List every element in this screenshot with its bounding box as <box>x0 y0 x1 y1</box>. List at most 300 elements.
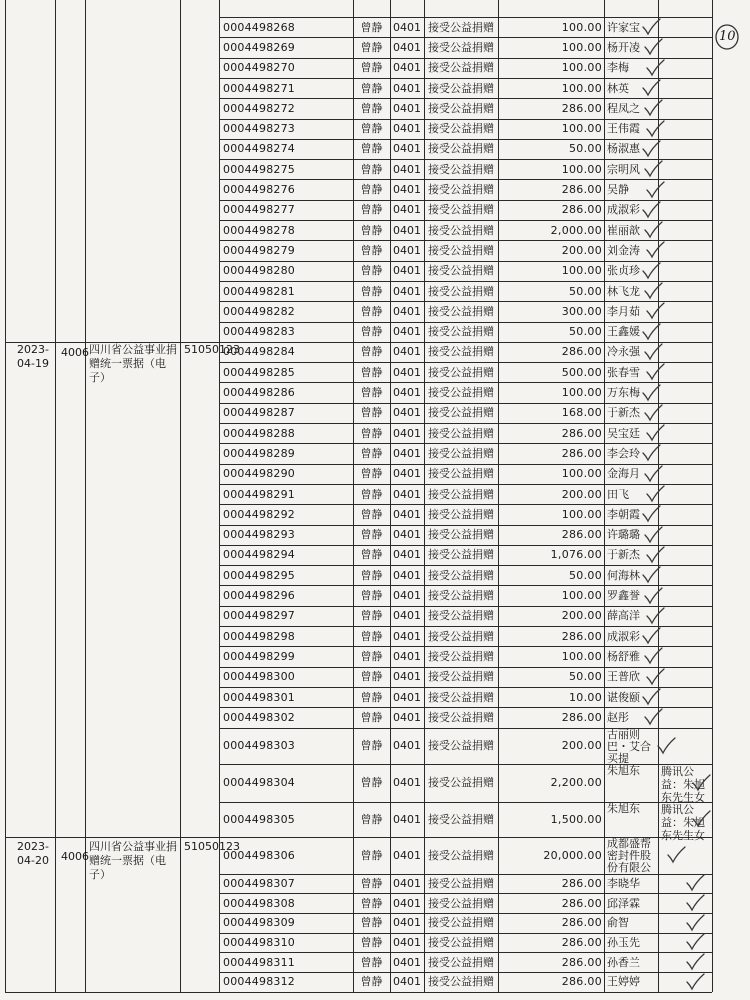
voucher-number: 0004498300 <box>223 670 295 684</box>
note <box>658 322 712 342</box>
amount: 286.00 <box>561 935 602 949</box>
description: 接受公益捐赠 <box>428 589 494 603</box>
note <box>658 606 712 626</box>
handler-name: 曾静 <box>360 122 383 136</box>
note <box>658 37 712 57</box>
handler-name: 曾静 <box>360 406 383 420</box>
amount: 50.00 <box>569 284 602 298</box>
account-code: 0401 <box>393 649 421 663</box>
description: 接受公益捐赠 <box>428 386 494 400</box>
amount: 286.00 <box>561 345 602 359</box>
amount: 100.00 <box>561 507 602 521</box>
checkmark-icon <box>642 587 664 605</box>
handler-name: 曾静 <box>360 487 383 501</box>
handler-name: 曾静 <box>360 467 383 481</box>
handler-name: 曾静 <box>360 162 383 176</box>
voucher-number: 0004498302 <box>223 710 295 724</box>
account-code: 0401 <box>393 203 421 217</box>
account-code: 0401 <box>393 122 421 136</box>
checkmark-icon <box>642 647 664 665</box>
voucher-number: 0004498272 <box>223 101 295 115</box>
checkmark-icon <box>684 953 706 971</box>
account-code: 0401 <box>393 20 421 34</box>
account-code: 0401 <box>393 528 421 542</box>
description: 接受公益捐赠 <box>428 61 494 75</box>
description: 接受公益捐赠 <box>428 812 494 826</box>
account-code: 0401 <box>393 848 421 862</box>
voucher-number: 0004498269 <box>223 40 295 54</box>
handler-name: 曾静 <box>360 916 383 930</box>
donor-name: 田飞 <box>607 487 629 501</box>
account-code: 0401 <box>393 670 421 684</box>
checkmark-icon <box>640 566 662 584</box>
note <box>658 98 712 118</box>
account-code: 0401 <box>393 589 421 603</box>
description: 接受公益捐赠 <box>428 325 494 339</box>
note <box>658 484 712 504</box>
donor-name: 林英 <box>607 81 629 95</box>
voucher-number: 0004498308 <box>223 896 295 910</box>
note <box>658 565 712 585</box>
note <box>658 687 712 707</box>
note <box>658 281 712 301</box>
handler-name: 曾静 <box>360 528 383 542</box>
account-code: 0401 <box>393 365 421 379</box>
description: 接受公益捐赠 <box>428 710 494 724</box>
donor-name: 万东梅 <box>607 386 640 400</box>
description: 接受公益捐赠 <box>428 345 494 359</box>
description: 接受公益捐赠 <box>428 142 494 156</box>
donor-name: 成淑彩 <box>607 629 640 643</box>
amount: 286.00 <box>561 975 602 989</box>
note <box>658 301 712 321</box>
account-code: 0401 <box>393 101 421 115</box>
group-date: 2023-04-20 <box>17 839 49 867</box>
amount: 200.00 <box>561 487 602 501</box>
checkmark-icon <box>642 708 664 726</box>
donor-name: 张春雪 <box>607 365 640 379</box>
handler-name: 曾静 <box>360 446 383 460</box>
description: 接受公益捐赠 <box>428 304 494 318</box>
voucher-number: 0004498293 <box>223 528 295 542</box>
grid-line <box>5 992 712 993</box>
voucher-number: 0004498282 <box>223 304 295 318</box>
amount: 100.00 <box>561 40 602 54</box>
description: 接受公益捐赠 <box>428 876 494 890</box>
note <box>658 707 712 727</box>
handler-name: 曾静 <box>360 776 383 789</box>
group-type: 四川省公益事业捐赠统一票据（电子） <box>89 342 177 384</box>
amount: 20,000.00 <box>543 848 602 862</box>
account-code: 0401 <box>393 406 421 420</box>
donor-name: 古丽则巴・艾合买提 <box>607 727 651 765</box>
handler-name: 曾静 <box>360 243 383 257</box>
note <box>658 362 712 382</box>
handler-name: 曾静 <box>360 812 383 826</box>
amount: 1,500.00 <box>550 812 602 826</box>
voucher-number: 0004498296 <box>223 589 295 603</box>
account-code: 0401 <box>393 446 421 460</box>
handler-name: 曾静 <box>360 568 383 582</box>
checkmark-icon <box>640 505 662 523</box>
donor-name: 于新杰 <box>607 406 640 420</box>
handler-name: 曾静 <box>360 325 383 339</box>
account-code: 0401 <box>393 345 421 359</box>
voucher-number: 0004498273 <box>223 122 295 136</box>
amount: 100.00 <box>561 122 602 136</box>
description: 接受公益捐赠 <box>428 101 494 115</box>
voucher-number: 0004498284 <box>223 345 295 359</box>
voucher-number: 0004498306 <box>223 848 295 862</box>
checkmark-icon <box>644 120 666 138</box>
description: 接受公益捐赠 <box>428 162 494 176</box>
voucher-number: 0004498275 <box>223 162 295 176</box>
amount: 100.00 <box>561 264 602 278</box>
handler-name: 曾静 <box>360 955 383 969</box>
group-ref: 51050123 <box>184 839 240 853</box>
description: 接受公益捐赠 <box>428 487 494 501</box>
account-code: 0401 <box>393 629 421 643</box>
amount: 286.00 <box>561 446 602 460</box>
group-account: 4006 <box>61 345 89 359</box>
note <box>658 585 712 605</box>
note: 腾讯公益：朱旭东先生女 <box>661 802 705 842</box>
amount: 286.00 <box>561 876 602 890</box>
checkmark-icon <box>644 668 666 686</box>
account-code: 0401 <box>393 467 421 481</box>
handler-name: 曾静 <box>360 710 383 724</box>
checkmark-icon <box>684 933 706 951</box>
checkmark-icon <box>684 894 706 912</box>
description: 接受公益捐赠 <box>428 264 494 278</box>
handler-name: 曾静 <box>360 609 383 623</box>
donor-name: 朱旭东 <box>607 801 640 815</box>
donor-name: 吴宝廷 <box>607 426 640 440</box>
voucher-number: 0004498295 <box>223 568 295 582</box>
voucher-number: 0004498271 <box>223 81 295 95</box>
account-code: 0401 <box>393 955 421 969</box>
account-code: 0401 <box>393 487 421 501</box>
donor-name: 李会玲 <box>607 446 640 460</box>
amount: 286.00 <box>561 426 602 440</box>
account-code: 0401 <box>393 896 421 910</box>
checkmark-icon <box>642 221 664 239</box>
voucher-number: 0004498310 <box>223 935 295 949</box>
donor-name: 谌俊颐 <box>607 690 640 704</box>
amount: 100.00 <box>561 162 602 176</box>
amount: 100.00 <box>561 589 602 603</box>
note <box>658 667 712 687</box>
note <box>658 504 712 524</box>
amount: 100.00 <box>561 649 602 663</box>
description: 接受公益捐赠 <box>428 284 494 298</box>
handler-name: 曾静 <box>360 223 383 237</box>
checkmark-icon <box>644 363 666 381</box>
account-code: 0401 <box>393 710 421 724</box>
handler-name: 曾静 <box>360 61 383 75</box>
account-code: 0401 <box>393 386 421 400</box>
note <box>658 342 712 362</box>
checkmark-icon <box>640 627 662 645</box>
voucher-number: 0004498303 <box>223 739 295 752</box>
account-code: 0401 <box>393 61 421 75</box>
description: 接受公益捐赠 <box>428 203 494 217</box>
checkmark-icon <box>640 444 662 462</box>
donor-name: 李朝霞 <box>607 507 640 521</box>
checkmark-icon <box>642 99 664 117</box>
note <box>658 423 712 443</box>
note: 腾讯公益：朱旭东先生女 <box>661 764 705 804</box>
handler-name: 曾静 <box>360 589 383 603</box>
account-code: 0401 <box>393 162 421 176</box>
handler-name: 曾静 <box>360 876 383 890</box>
account-code: 0401 <box>393 568 421 582</box>
amount: 286.00 <box>561 896 602 910</box>
checkmark-icon <box>644 424 666 442</box>
amount: 500.00 <box>561 365 602 379</box>
voucher-number: 0004498278 <box>223 223 295 237</box>
description: 接受公益捐赠 <box>428 406 494 420</box>
amount: 286.00 <box>561 203 602 217</box>
description: 接受公益捐赠 <box>428 670 494 684</box>
checkmark-icon <box>644 181 666 199</box>
checkmark-icon <box>690 810 712 828</box>
description: 接受公益捐赠 <box>428 896 494 910</box>
handler-name: 曾静 <box>360 183 383 197</box>
voucher-number: 0004498286 <box>223 386 295 400</box>
handler-name: 曾静 <box>360 739 383 752</box>
amount: 200.00 <box>561 243 602 257</box>
amount: 100.00 <box>561 20 602 34</box>
note <box>658 220 712 240</box>
description: 接受公益捐赠 <box>428 243 494 257</box>
checkmark-icon <box>640 688 662 706</box>
account-code: 0401 <box>393 223 421 237</box>
donor-name: 李梅 <box>607 61 629 75</box>
page-number: 10 <box>719 29 736 44</box>
voucher-number: 0004498301 <box>223 690 295 704</box>
description: 接受公益捐赠 <box>428 40 494 54</box>
grid-line <box>712 0 713 992</box>
description: 接受公益捐赠 <box>428 426 494 440</box>
donor-name: 宗明风 <box>607 162 640 176</box>
handler-name: 曾静 <box>360 896 383 910</box>
description: 接受公益捐赠 <box>428 20 494 34</box>
amount: 286.00 <box>561 101 602 115</box>
handler-name: 曾静 <box>360 81 383 95</box>
checkmark-icon <box>642 465 664 483</box>
amount: 200.00 <box>561 739 602 752</box>
description: 接受公益捐赠 <box>428 975 494 989</box>
description: 接受公益捐赠 <box>428 776 494 789</box>
voucher-number: 0004498276 <box>223 183 295 197</box>
description: 接受公益捐赠 <box>428 629 494 643</box>
voucher-number: 0004498311 <box>223 955 295 969</box>
page-number-circle <box>714 24 740 50</box>
account-code: 0401 <box>393 609 421 623</box>
handler-name: 曾静 <box>360 304 383 318</box>
description: 接受公益捐赠 <box>428 467 494 481</box>
amount: 50.00 <box>569 325 602 339</box>
voucher-number: 0004498281 <box>223 284 295 298</box>
donor-name: 邱泽霖 <box>607 896 640 910</box>
checkmark-icon <box>644 59 666 77</box>
note <box>658 626 712 646</box>
description: 接受公益捐赠 <box>428 528 494 542</box>
donor-name: 许璐璐 <box>607 528 640 542</box>
amount: 286.00 <box>561 629 602 643</box>
checkmark-icon <box>684 874 706 892</box>
account-code: 0401 <box>393 548 421 562</box>
voucher-number: 0004498294 <box>223 548 295 562</box>
checkmark-icon <box>640 384 662 402</box>
note <box>658 545 712 565</box>
voucher-number: 0004498289 <box>223 446 295 460</box>
checkmark-icon <box>655 737 677 755</box>
amount: 50.00 <box>569 568 602 582</box>
amount: 286.00 <box>561 710 602 724</box>
voucher-number: 0004498280 <box>223 264 295 278</box>
handler-name: 曾静 <box>360 507 383 521</box>
note <box>658 382 712 402</box>
handler-name: 曾静 <box>360 365 383 379</box>
note <box>658 58 712 78</box>
description: 接受公益捐赠 <box>428 955 494 969</box>
checkmark-icon <box>642 404 664 422</box>
handler-name: 曾静 <box>360 345 383 359</box>
account-code: 0401 <box>393 325 421 339</box>
handler-name: 曾静 <box>360 975 383 989</box>
handler-name: 曾静 <box>360 40 383 54</box>
voucher-number: 0004498268 <box>223 20 295 34</box>
amount: 286.00 <box>561 528 602 542</box>
donor-name: 成都盛帮密封件股份有限公 <box>607 836 651 874</box>
donor-name: 王普欣 <box>607 670 640 684</box>
description: 接受公益捐赠 <box>428 365 494 379</box>
handler-name: 曾静 <box>360 848 383 862</box>
account-code: 0401 <box>393 243 421 257</box>
description: 接受公益捐赠 <box>428 548 494 562</box>
account-code: 0401 <box>393 812 421 826</box>
amount: 200.00 <box>561 609 602 623</box>
donor-name: 许家宝 <box>607 20 640 34</box>
account-code: 0401 <box>393 81 421 95</box>
checkmark-icon <box>642 343 664 361</box>
note <box>658 159 712 179</box>
group-date: 2023-04-19 <box>17 342 49 370</box>
checkmark-icon <box>644 546 666 564</box>
note <box>658 261 712 281</box>
handler-name: 曾静 <box>360 629 383 643</box>
voucher-number: 0004498305 <box>223 812 295 826</box>
description: 接受公益捐赠 <box>428 935 494 949</box>
donor-name: 吴静 <box>607 183 629 197</box>
grid-line <box>55 0 56 992</box>
note <box>658 179 712 199</box>
amount: 50.00 <box>569 142 602 156</box>
amount: 2,200.00 <box>550 776 602 789</box>
donor-name: 罗鑫誉 <box>607 589 640 603</box>
checkmark-icon <box>684 973 706 991</box>
voucher-number: 0004498298 <box>223 629 295 643</box>
donor-name: 崔丽歆 <box>607 223 640 237</box>
donor-name: 冷永强 <box>607 345 640 359</box>
description: 接受公益捐赠 <box>428 122 494 136</box>
description: 接受公益捐赠 <box>428 446 494 460</box>
donor-name: 王伟霞 <box>607 122 640 136</box>
voucher-number: 0004498299 <box>223 649 295 663</box>
checkmark-icon <box>644 302 666 320</box>
note <box>658 443 712 463</box>
donor-name: 金海月 <box>607 467 640 481</box>
donor-name: 俞智 <box>607 916 629 930</box>
voucher-number: 0004498292 <box>223 507 295 521</box>
account-code: 0401 <box>393 876 421 890</box>
description: 接受公益捐赠 <box>428 507 494 521</box>
donor-name: 李月茹 <box>607 304 640 318</box>
checkmark-icon <box>644 485 666 503</box>
checkmark-icon <box>640 323 662 341</box>
checkmark-icon <box>644 241 666 259</box>
checkmark-icon <box>640 201 662 219</box>
description: 接受公益捐赠 <box>428 568 494 582</box>
description: 接受公益捐赠 <box>428 609 494 623</box>
voucher-number: 0004498285 <box>223 365 295 379</box>
donor-name: 程凤之 <box>607 101 640 115</box>
checkmark-icon <box>640 79 662 97</box>
amount: 300.00 <box>561 304 602 318</box>
account-code: 0401 <box>393 142 421 156</box>
voucher-number: 0004498283 <box>223 325 295 339</box>
group-ref: 51050123 <box>184 342 240 356</box>
donor-name: 于新杰 <box>607 548 640 562</box>
handler-name: 曾静 <box>360 264 383 278</box>
handler-name: 曾静 <box>360 426 383 440</box>
account-code: 0401 <box>393 690 421 704</box>
note <box>658 525 712 545</box>
amount: 50.00 <box>569 670 602 684</box>
account-code: 0401 <box>393 776 421 789</box>
donor-name: 赵彤 <box>607 710 629 724</box>
voucher-number: 0004498312 <box>223 975 295 989</box>
note <box>658 17 712 37</box>
donor-name: 薛高洋 <box>607 609 640 623</box>
description: 接受公益捐赠 <box>428 81 494 95</box>
note <box>658 78 712 98</box>
amount: 100.00 <box>561 61 602 75</box>
voucher-number: 0004498304 <box>223 776 295 789</box>
account-code: 0401 <box>393 426 421 440</box>
checkmark-icon <box>642 526 664 544</box>
group-account: 4006 <box>61 849 89 863</box>
checkmark-icon <box>640 18 662 36</box>
account-code: 0401 <box>393 40 421 54</box>
donor-name: 孙香兰 <box>607 955 640 969</box>
voucher-number: 0004498309 <box>223 916 295 930</box>
description: 接受公益捐赠 <box>428 649 494 663</box>
description: 接受公益捐赠 <box>428 848 494 862</box>
amount: 1,076.00 <box>550 548 602 562</box>
voucher-number: 0004498270 <box>223 61 295 75</box>
amount: 100.00 <box>561 386 602 400</box>
amount: 286.00 <box>561 916 602 930</box>
donor-name: 林飞龙 <box>607 284 640 298</box>
note <box>658 464 712 484</box>
checkmark-icon <box>640 262 662 280</box>
description: 接受公益捐赠 <box>428 916 494 930</box>
checkmark-icon <box>642 160 664 178</box>
handler-name: 曾静 <box>360 649 383 663</box>
